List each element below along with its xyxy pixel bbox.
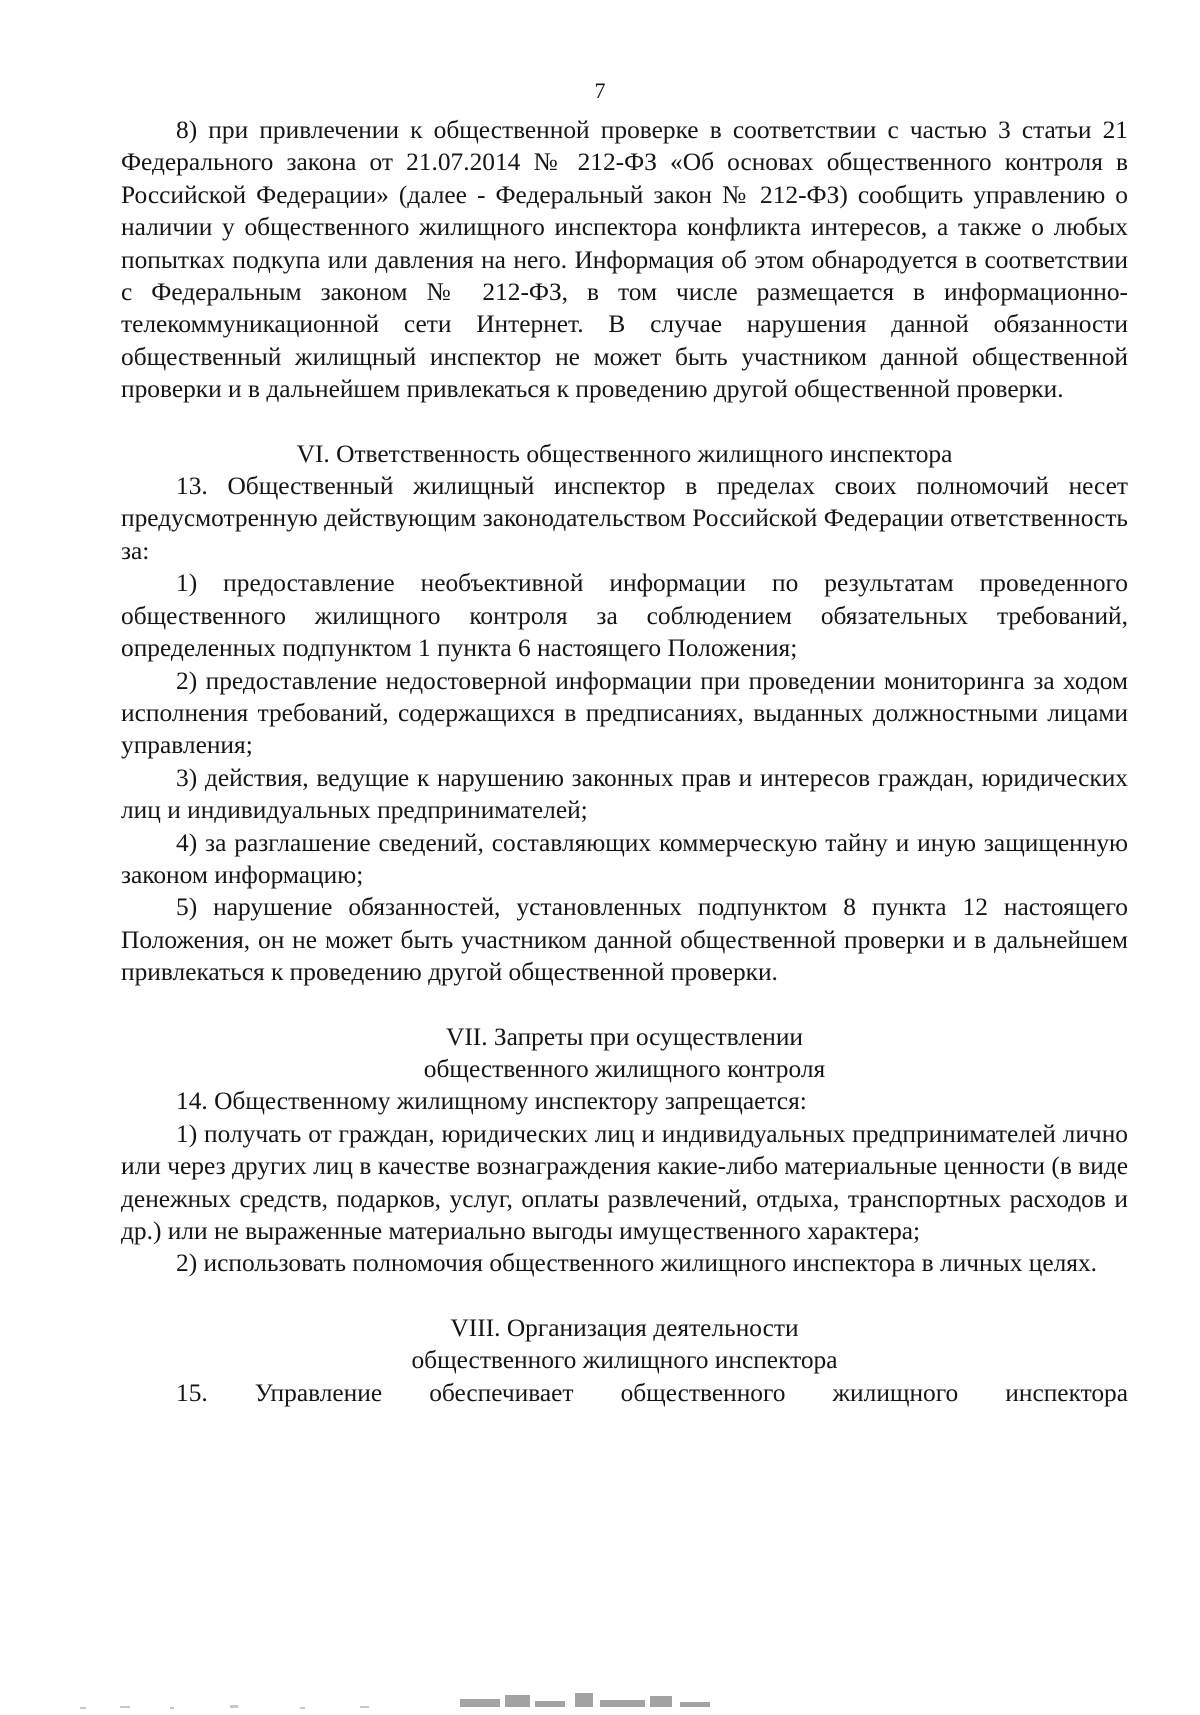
section-spacer [121, 989, 1128, 1021]
paragraph-12-8: 8) при привлечении к общественной проверке в соответствии с частью 3 статьи 21 Федерального закона от 21.07.2014 № 212-ФЗ «Об основах общественного контроля в Российской Федерации» (далее - Федеральный закон № 212-ФЗ) сообщить управлению о наличии у общественного жилищного инспектора конфликта интересов, а также о любых попытках подкупа или давления на него. Информация об этом обнародуется в соответствии с Федеральным законом № 212-ФЗ, в том числе размещается в информационно-телекоммуникационной сети Интернет. В случае нарушения данной обязанности общественный жилищный инспектор не может быть участником данной общественной проверки и в дальнейшем привлекаться к проведению другой общественной проверки. [121, 116, 1128, 404]
paragraph-13: 13. Общественный жилищный инспектор в пределах своих полномочий несет предусмотренную действующим законодательством Российской Федерации ответственность за: [121, 472, 1128, 565]
paragraph-13-3: 3) действия, ведущие к нарушению законных прав и интересов граждан, юридических лиц и индивидуальных предпринимателей; [121, 763, 1128, 825]
paragraph-13-1: 1) предоставление необъективной информации по результатам проведенного общественного жилищного контроля за соблюдением обязательных требований, определенных подпунктом 1 пункта 6 настоящего Положения; [121, 569, 1128, 663]
paragraph-13-4: 4) за разглашение сведений, составляющих коммерческую тайну и иную защищенную законом информацию; [121, 828, 1128, 889]
paragraph-14-1: 1) получать от граждан, юридических лиц и индивидуальных предпринимателей лично или через других лиц в качестве вознаграждения какие-либо материальные ценности (в виде денежных средств, подарков, услуг, оплаты развлечений, отдыха, транспортных расходов и др.) или не выраженные материально выгоды имущественного характера; [121, 1119, 1128, 1245]
section-7-heading-line1: VII. Запреты при осуществлении [445, 1022, 803, 1051]
page-number: 7 [594, 78, 606, 103]
paragraph-13-2: 2) предоставление недостоверной информации при проведении мониторинга за ходом исполнения требований, содержащихся в предписаниях, выданных должностными лицами управления; [121, 666, 1128, 760]
section-8-heading-line1: VIII. Организация деятельности [450, 1313, 799, 1342]
section-6-heading: VI. Ответственность общественного жилищного инспектора [296, 439, 953, 468]
document-body [121, 114, 1128, 1409]
section-spacer [121, 406, 1128, 438]
section-7-heading-line2: общественного жилищного контроля [423, 1054, 826, 1083]
paragraph-14: 14. Общественному жилищному инспектору запрещается: [176, 1087, 807, 1116]
section-8-heading-line2: общественного жилищного инспектора [411, 1346, 838, 1375]
section-spacer [121, 1280, 1128, 1312]
paragraph-14-2: 2) использовать полномочия общественного жилищного инспектора в личных целях. [176, 1249, 1097, 1278]
paragraph-13-5: 5) нарушение обязанностей, установленных подпунктом 8 пункта 12 настоящего Положения, он не может быть участником данной общественной проверки и в дальнейшем привлекаться к проведению другой общественной проверки. [121, 893, 1128, 987]
paragraph-15: 15. Управление обеспечивает общественного жилищного инспектора [176, 1378, 1128, 1407]
scan-artifact [0, 1685, 1200, 1715]
